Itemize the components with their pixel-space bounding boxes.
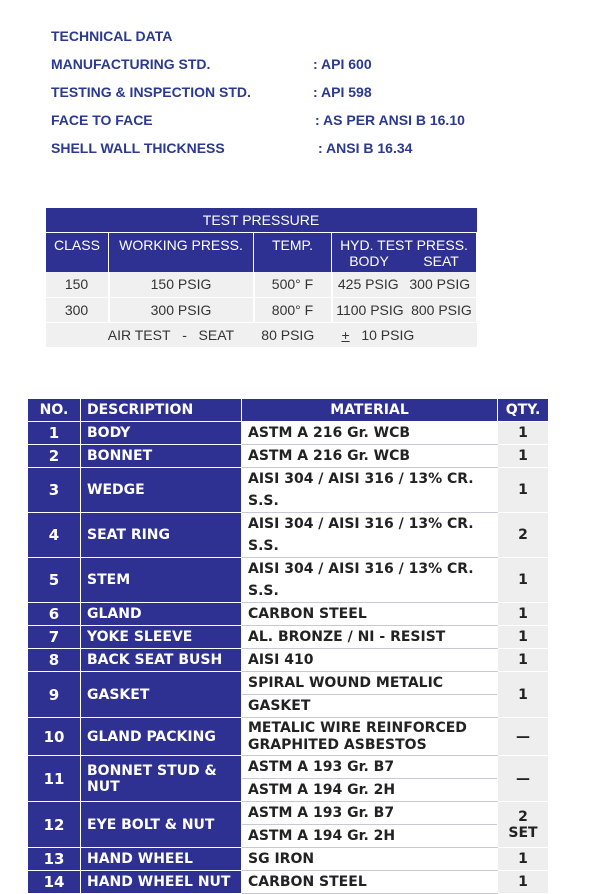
header-class: CLASS xyxy=(46,232,109,272)
bom-item-material xyxy=(242,649,498,672)
bom-item-material xyxy=(242,756,498,802)
material-line: ASTM A 194 Gr. 2H xyxy=(242,778,497,801)
bom-item-number: 2 xyxy=(28,445,81,468)
material-line: GRAPHITED ASBESTOS xyxy=(248,736,427,753)
material-line: ASTM A 216 Gr. WCB xyxy=(248,448,411,464)
bom-item-material xyxy=(242,848,498,871)
material-line: SG IRON xyxy=(248,851,315,867)
bom-row xyxy=(28,445,549,468)
bom-item-qty: 1 xyxy=(498,558,549,603)
test-pressure-title: TEST PRESSURE xyxy=(46,208,477,232)
bom-item-qty: 1 xyxy=(498,422,549,445)
bom-item-description: BODY xyxy=(81,422,242,445)
bom-item-qty: 1 xyxy=(498,672,549,718)
bom-item-description: BONNET STUD & NUT xyxy=(81,756,242,802)
bom-item-material xyxy=(242,445,498,468)
spec-value: : API 600 xyxy=(313,56,372,72)
header-hyd-sub xyxy=(332,253,476,269)
bom-item-qty: 1 xyxy=(498,603,549,626)
bom-item-number: 6 xyxy=(28,603,81,626)
bom-item-description: HAND WHEEL NUT xyxy=(81,871,242,894)
air-test-label: AIR TEST xyxy=(107,326,171,343)
bom-item-number: 8 xyxy=(28,649,81,672)
cell-body: 1100 PSIG xyxy=(336,301,404,318)
bom-item-description: SEAT RING xyxy=(81,513,242,558)
bom-item-material xyxy=(242,672,498,718)
bom-item-qty: 1 xyxy=(498,468,549,513)
cell-working: 150 PSIG xyxy=(109,272,254,297)
bom-item-description: GASKET xyxy=(81,672,242,718)
bom-row xyxy=(28,558,549,603)
bom-item-description: GLAND PACKING xyxy=(81,718,242,756)
header-no: NO. xyxy=(28,399,81,422)
cell-seat: 800 PSIG xyxy=(411,301,472,318)
material-line: SPIRAL WOUND METALIC xyxy=(248,675,444,691)
header-temp: TEMP. xyxy=(254,232,332,272)
bom-item-material xyxy=(242,422,498,445)
bom-item-description: BONNET xyxy=(81,445,242,468)
bom-item-material xyxy=(242,802,498,848)
bom-item-qty: 1 xyxy=(498,649,549,672)
technical-data-heading: TECHNICAL DATA xyxy=(51,28,173,44)
bom-item-number: 1 xyxy=(28,422,81,445)
bom-item-qty: 2 SET xyxy=(498,802,549,848)
bom-item-number: 3 xyxy=(28,468,81,513)
bom-item-number: 5 xyxy=(28,558,81,603)
cell-temp: 800° F xyxy=(254,297,332,322)
bom-item-material xyxy=(242,558,498,603)
bom-row xyxy=(28,603,549,626)
cell-hyd xyxy=(332,272,477,297)
spec-value: : AS PER ANSI B 16.10 xyxy=(315,112,465,128)
cell-class: 300 xyxy=(46,297,109,322)
bom-row xyxy=(28,422,549,445)
bom-row xyxy=(28,626,549,649)
bom-item-material xyxy=(242,468,498,513)
bom-item-material xyxy=(242,626,498,649)
header-description: DESCRIPTION xyxy=(81,399,242,422)
bill-of-materials-table xyxy=(27,398,549,894)
header-hyd-test-label: HYD. TEST PRESS. xyxy=(340,236,468,253)
cell-temp: 500° F xyxy=(254,272,332,297)
spec-label: SHELL WALL THICKNESS xyxy=(51,140,225,156)
material-line: AISI 304 / AISI 316 / 13% CR. S.S. xyxy=(248,561,474,599)
material-line: CARBON STEEL xyxy=(248,874,367,890)
air-test-cell xyxy=(46,322,477,347)
bom-row xyxy=(28,756,549,802)
bom-row xyxy=(28,718,549,756)
air-test-row xyxy=(46,322,477,347)
bom-item-qty: — xyxy=(498,756,549,802)
material-line: GASKET xyxy=(242,694,497,717)
bom-header-row xyxy=(28,399,549,422)
material-line: AISI 304 / AISI 316 / 13% CR. S.S. xyxy=(248,516,474,554)
bom-item-number: 14 xyxy=(28,871,81,894)
header-working-press: WORKING PRESS. xyxy=(109,232,254,272)
bom-item-description: GLAND xyxy=(81,603,242,626)
spec-label: FACE TO FACE xyxy=(51,112,153,128)
test-pressure-table xyxy=(45,208,478,347)
bom-item-qty: 1 xyxy=(498,848,549,871)
bom-item-description: YOKE SLEEVE xyxy=(81,626,242,649)
header-body: BODY xyxy=(349,252,389,269)
header-hyd-test xyxy=(332,232,477,272)
plus-minus-sign: + xyxy=(341,326,350,343)
bom-item-qty: 1 xyxy=(498,445,549,468)
test-pressure-header-row xyxy=(46,232,477,272)
header-seat: SEAT xyxy=(423,252,459,269)
material-line: ASTM A 194 Gr. 2H xyxy=(242,824,497,847)
bom-item-description: EYE BOLT & NUT xyxy=(81,802,242,848)
bom-item-qty: 2 xyxy=(498,513,549,558)
header-material: MATERIAL xyxy=(242,399,498,422)
bom-item-number: 12 xyxy=(28,802,81,848)
air-test-seat: SEAT xyxy=(198,326,235,343)
spec-row xyxy=(51,55,571,83)
spec-row xyxy=(51,139,571,167)
material-line: CARBON STEEL xyxy=(248,606,367,622)
bom-row xyxy=(28,871,549,894)
bom-item-number: 9 xyxy=(28,672,81,718)
bom-item-number: 10 xyxy=(28,718,81,756)
spec-row xyxy=(51,83,571,111)
cell-class: 150 xyxy=(46,272,109,297)
spec-row xyxy=(51,111,571,139)
bom-row xyxy=(28,848,549,871)
test-pressure-row xyxy=(46,297,477,322)
material-line: ASTM A 216 Gr. WCB xyxy=(248,425,411,441)
bom-item-material xyxy=(242,718,498,756)
material-line: AISI 304 / AISI 316 / 13% CR. S.S. xyxy=(248,471,474,509)
bom-item-number: 13 xyxy=(28,848,81,871)
bom-item-number: 7 xyxy=(28,626,81,649)
air-test-tolerance: 10 PSIG xyxy=(361,326,415,343)
spec-label: TESTING & INSPECTION STD. xyxy=(51,84,251,100)
technical-data-section xyxy=(51,27,571,167)
cell-seat: 300 PSIG xyxy=(409,276,471,293)
bom-row xyxy=(28,468,549,513)
test-pressure-row xyxy=(46,272,477,297)
bom-item-qty: 1 xyxy=(498,626,549,649)
spec-value: : API 598 xyxy=(313,84,372,100)
cell-hyd xyxy=(332,297,477,322)
material-line: ASTM A 193 Gr. B7 xyxy=(248,759,395,775)
material-line: ASTM A 193 Gr. B7 xyxy=(248,805,395,821)
air-test-value: 80 PSIG xyxy=(261,326,315,343)
bom-row xyxy=(28,802,549,848)
spec-label: MANUFACTURING STD. xyxy=(51,56,211,72)
material-line: METALIC WIRE REINFORCED xyxy=(248,719,467,736)
bom-row xyxy=(28,513,549,558)
cell-working: 300 PSIG xyxy=(109,297,254,322)
bom-item-description: BACK SEAT BUSH xyxy=(81,649,242,672)
air-test-dash: - xyxy=(182,326,187,343)
bom-item-description: HAND WHEEL xyxy=(81,848,242,871)
bom-item-qty: 1 xyxy=(498,871,549,894)
material-line: AL. BRONZE / NI - RESIST xyxy=(248,629,446,645)
header-qty: QTY. xyxy=(498,399,549,422)
bom-item-description: WEDGE xyxy=(81,468,242,513)
bom-item-qty: — xyxy=(498,718,549,756)
cell-body: 425 PSIG xyxy=(337,276,399,293)
spec-value: : ANSI B 16.34 xyxy=(318,140,413,156)
bom-item-description: STEM xyxy=(81,558,242,603)
bom-item-material xyxy=(242,871,498,894)
bom-row xyxy=(28,649,549,672)
material-line: AISI 410 xyxy=(248,652,314,668)
bom-item-number: 11 xyxy=(28,756,81,802)
bom-item-material xyxy=(242,513,498,558)
bom-item-material xyxy=(242,603,498,626)
bom-row xyxy=(28,672,549,718)
bom-item-number: 4 xyxy=(28,513,81,558)
